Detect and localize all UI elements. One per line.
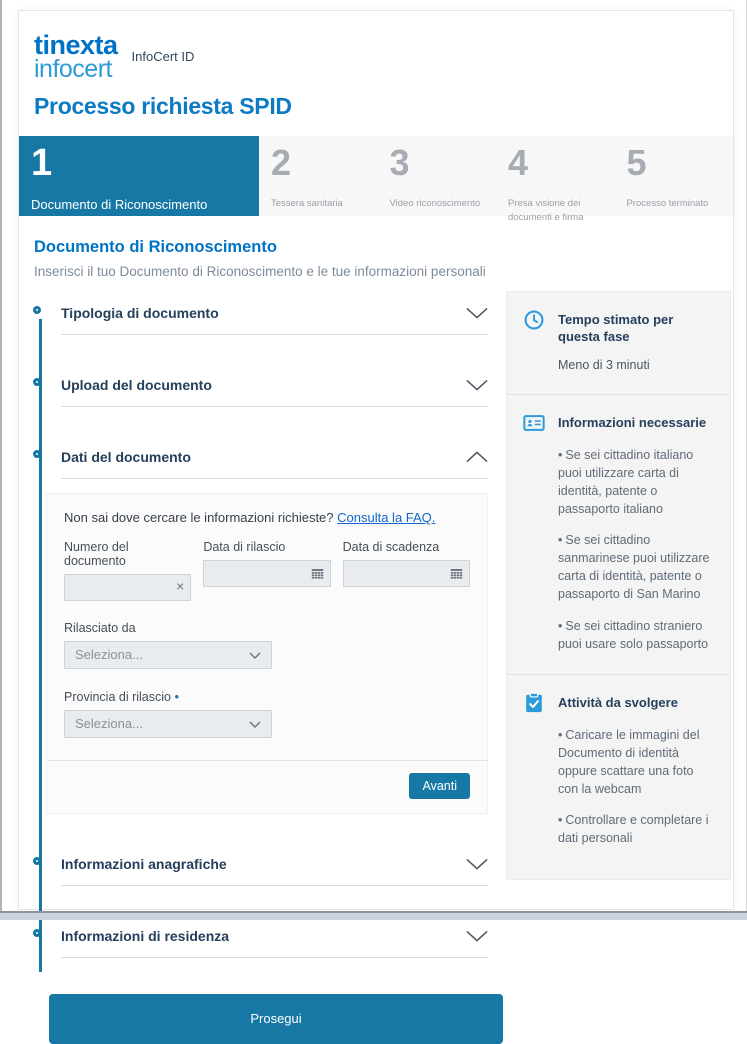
document-number-input[interactable] (64, 574, 191, 601)
province-label (64, 689, 470, 704)
bullet-text: Controllare e completare i dati personali (558, 813, 709, 846)
window-left-edge (0, 0, 2, 920)
bullet-marker: • (558, 727, 563, 742)
step-label: Tessera sanitaria (271, 198, 343, 210)
step-number: 1 (31, 141, 53, 184)
estimated-time-title: Tempo stimato per questa fase (558, 311, 674, 344)
timeline-dot (33, 857, 41, 865)
bullet-text: Se sei cittadino straniero puoi usare solo passaporto (558, 618, 709, 651)
required-marker: • (174, 688, 180, 704)
step-number: 3 (389, 141, 410, 183)
panel-footer (47, 760, 487, 799)
accordion-timeline (34, 305, 488, 972)
accordion-title: Informazioni di residenza (61, 927, 230, 944)
step-2-tessera-sanitaria (259, 136, 378, 216)
chevron-down-icon (249, 715, 261, 733)
calendar-icon[interactable] (311, 565, 324, 580)
accordion-upload-documento[interactable] (61, 377, 488, 407)
section-subtitle: Inserisci il tuo Documento di Riconoscimento e le tue informazioni personali (34, 263, 486, 279)
timeline-dot (33, 378, 41, 386)
accordion-tipologia-documento[interactable] (61, 305, 488, 335)
accordion-dati-documento[interactable] (61, 449, 488, 479)
step-3-video-riconoscimento (378, 136, 497, 216)
expiry-date-label: Data di scadenza (342, 539, 440, 554)
product-label: InfoCert ID (131, 49, 195, 64)
page-title: Processo richiesta SPID (34, 92, 292, 119)
step-label: Documento di Riconoscimento (31, 196, 208, 212)
info-bullet (558, 531, 714, 604)
info-bullet (558, 446, 714, 519)
province-select[interactable] (64, 710, 272, 738)
estimated-time-value: Meno di 3 minuti (558, 357, 650, 372)
dati-documento-panel (46, 493, 488, 814)
horizontal-scrollbar[interactable] (0, 911, 747, 920)
issued-by-value: Seleziona... (75, 647, 143, 663)
faq-text: Non sai dove cercare le informazioni richieste? (64, 509, 334, 525)
province-label-text: Provincia di rilascio (64, 689, 171, 704)
bullet-marker: • (558, 533, 563, 548)
accordion-title: Informazioni anagrafiche (61, 855, 227, 872)
bullet-marker: • (558, 447, 563, 462)
estimated-time-section (507, 292, 730, 395)
step-1-documento-riconoscimento (19, 136, 259, 216)
activity-bullet (558, 811, 714, 847)
step-4-presa-visione (496, 136, 615, 223)
bullet-text: Se sei cittadino italiano puoi utilizzare carta di identità, patente o passaporto italiano (558, 447, 694, 516)
brand-logo (34, 30, 118, 83)
logo-infocert: infocert (34, 54, 112, 83)
clock-icon (523, 309, 545, 331)
step-number: 4 (508, 141, 529, 183)
chevron-down-icon (466, 307, 488, 319)
activities-section (507, 675, 730, 879)
bullet-marker: • (558, 618, 563, 633)
prosegui-button[interactable]: Prosegui (49, 994, 503, 1044)
clipboard-check-icon (523, 692, 545, 714)
step-label: Video riconoscimento (389, 198, 481, 210)
accordion-informazioni-residenza[interactable] (61, 928, 488, 958)
info-bullet (558, 617, 714, 653)
section-heading (34, 238, 733, 279)
chevron-down-icon (466, 379, 488, 391)
accordion-title: Dati del documento (61, 448, 191, 465)
bullet-text: Se sei cittadino sanmarinese puoi utilizzare carta di identità, patente o passaporto di San Marino (558, 533, 710, 602)
page-card (18, 10, 734, 1027)
chevron-up-icon (466, 451, 488, 463)
timeline-dot (33, 929, 41, 937)
steps-bar (19, 136, 733, 223)
bullet-marker: • (558, 813, 563, 828)
info-sidebar (506, 291, 731, 880)
province-value: Seleziona... (75, 716, 143, 732)
faq-link[interactable]: Consulta la FAQ. (337, 509, 436, 525)
required-info-title: Informazioni necessarie (558, 414, 707, 430)
clear-icon[interactable]: × (176, 577, 185, 594)
step-number: 5 (626, 141, 647, 183)
accordion-title: Upload del documento (61, 376, 212, 393)
timeline-dot (33, 450, 41, 458)
accordion-informazioni-anagrafiche[interactable] (61, 856, 488, 886)
issued-by-select[interactable] (64, 641, 272, 669)
step-label: Presa visione dei documenti e firma (508, 198, 584, 223)
required-info-section (507, 395, 730, 675)
accordion-title: Tipologia di documento (61, 304, 219, 321)
chevron-down-icon (466, 858, 488, 870)
step-5-processo-terminato (615, 136, 734, 216)
header (19, 11, 733, 120)
chevron-down-icon (466, 930, 488, 942)
bullet-text: Caricare le immagini del Documento di identità oppure scattare una foto con la webcam (558, 727, 700, 797)
step-label: Processo terminato (626, 198, 709, 210)
document-number-label: Numero del documento (64, 539, 129, 568)
issue-date-label: Data di rilascio (203, 539, 286, 554)
logo-tinexta: tinexta (34, 30, 118, 60)
issued-by-label: Rilasciato da (64, 620, 136, 635)
faq-line (64, 510, 470, 525)
chevron-down-icon (249, 646, 261, 664)
section-title: Documento di Riconoscimento (34, 237, 277, 256)
step-number: 2 (271, 141, 292, 183)
timeline-dot (33, 306, 41, 314)
id-card-icon (523, 412, 545, 434)
calendar-icon[interactable] (450, 565, 463, 580)
avanti-button[interactable]: Avanti (409, 773, 470, 799)
activities-title: Attività da svolgere (558, 694, 678, 710)
activity-bullet (558, 726, 714, 799)
